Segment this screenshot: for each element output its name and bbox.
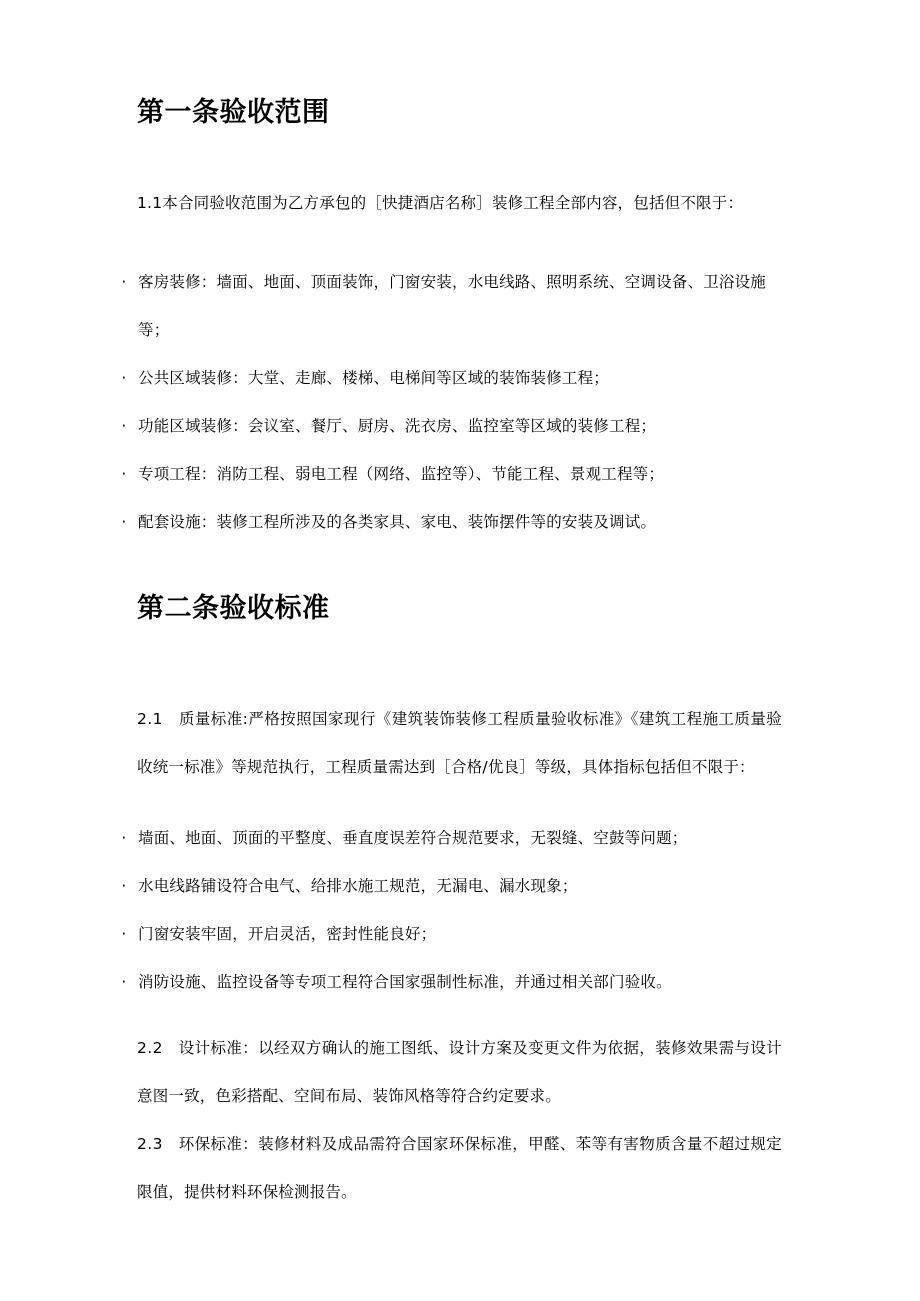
section-2-bullet-list [0,814,920,1006]
list-item-text: 公共区域装修：大堂、走廊、楼梯、电梯间等区域的装饰装修工程； [138,369,610,387]
bullet-icon: · [121,513,127,531]
clause-2-1-paragraph [137,695,782,791]
bullet-icon: · [121,829,127,847]
clause-2-2-text: 设计标准：以经双方确认的施工图纸、设计方案及变更文件为依据，装修效果需与设计意图一致，色彩搭配、空间布局、装饰风格等符合约定要求。 [137,1038,782,1105]
bullet-icon: · [121,973,127,991]
clause-2-2-paragraph [137,1024,782,1120]
list-item-text: 水电线路铺设符合电气、给排水施工规范，无漏电、漏水现象； [138,877,578,895]
clause-1-1-paragraph: 1.1本合同验收范围为乙方承包的［快捷酒店名称］装修工程全部内容，包括但不限于： [137,193,744,212]
list-item-text: 功能区域装修：会议室、餐厅、厨房、洗衣房、监控室等区域的装修工程； [138,417,657,435]
list-item-text: 墙面、地面、顶面的平整度、垂直度误差符合规范要求，无裂缝、空鼓等问题； [138,829,688,847]
clause-2-2-number: 2.2 [137,1038,163,1057]
list-item-text: 配套设施：装修工程所涉及的各类家具、家电、装饰摆件等的安装及调试。 [138,513,657,531]
bullet-icon: · [121,273,127,291]
list-item [0,258,920,354]
list-item [0,354,920,402]
list-item-text: 客房装修：墙面、地面、顶面装饰，门窗安装，水电线路、照明系统、空调设备、卫浴设施等； [138,273,767,339]
list-item [0,814,920,862]
bullet-icon: · [121,369,127,387]
list-item [0,910,920,958]
clause-2-3-number: 2.3 [137,1134,163,1153]
bullet-icon: · [121,417,127,435]
bullet-icon: · [121,877,127,895]
list-item [0,450,920,498]
section-1-bullet-list [0,258,920,546]
bullet-icon: · [121,465,127,483]
list-item [0,862,920,910]
list-item-text: 专项工程：消防工程、弱电工程（网络、监控等）、节能工程、景观工程等； [138,465,665,483]
list-item-text: 门窗安装牢固，开启灵活，密封性能良好； [138,925,437,943]
clause-2-3-text: 环保标准：装修材料及成品需符合国家环保标准，甲醛、苯等有害物质含量不超过规定限值，提供材料环保检测报告。 [137,1134,782,1201]
bullet-icon: · [121,925,127,943]
list-item [0,958,920,1006]
clause-2-3-paragraph [137,1120,782,1216]
clause-2-1-text: 质量标准:严格按照国家现行《建筑装饰装修工程质量验收标准》《建筑工程施工质量验收统一标准》等规范执行，工程质量需达到［合格/优良］等级，具体指标包括但不限于： [137,709,782,776]
list-item [0,498,920,546]
clause-2-1-number: 2.1 [137,709,163,728]
section-1-heading: 第一条验收范围 [137,97,330,128]
section-2-heading: 第二条验收标准 [137,593,330,624]
list-item-text: 消防设施、监控设备等专项工程符合国家强制性标准，并通过相关部门验收。 [138,973,672,991]
list-item [0,402,920,450]
